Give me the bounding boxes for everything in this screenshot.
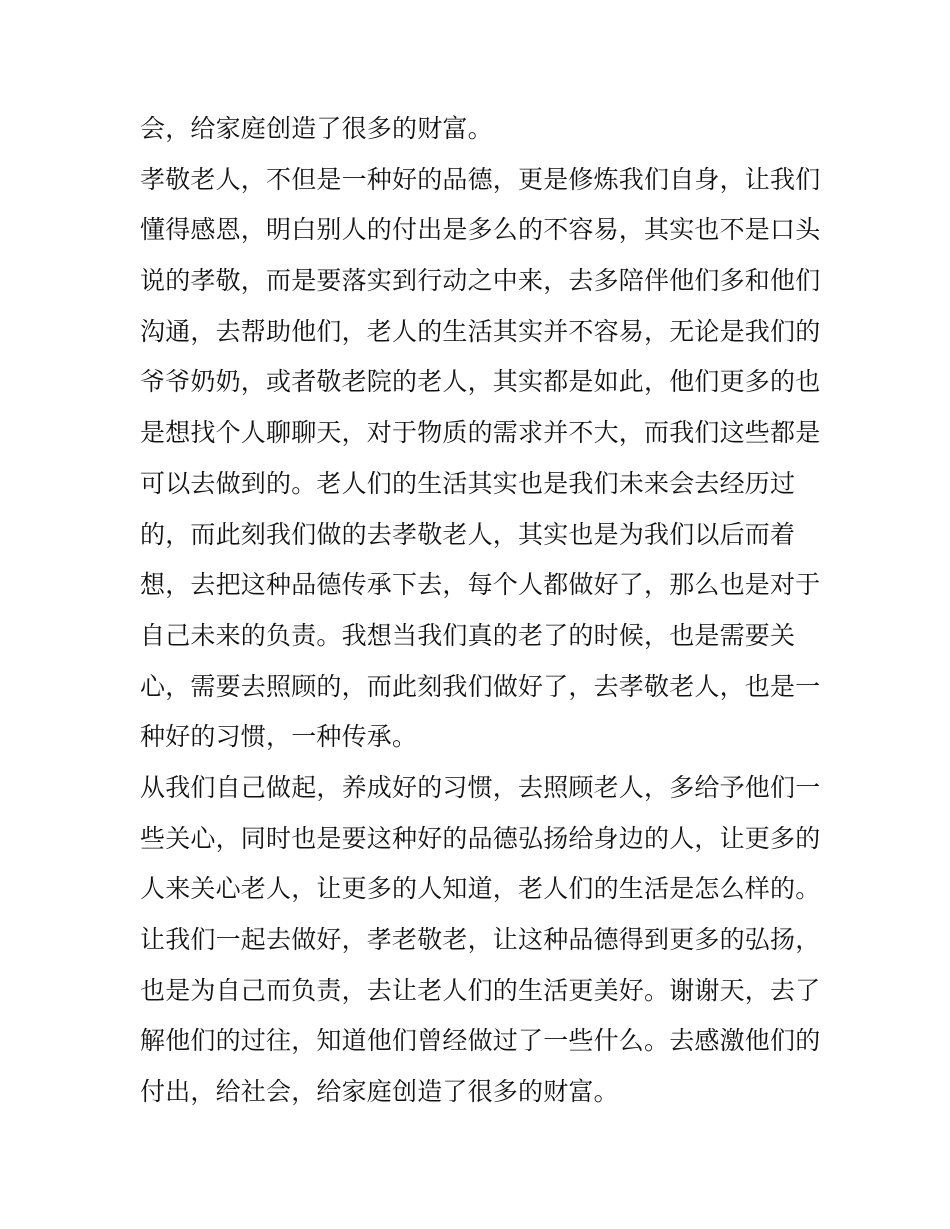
text-line: 说的孝敬，而是要落实到行动之中来，去多陪伴他们多和他们 bbox=[140, 266, 821, 296]
text-line: 孝敬老人，不但是一种好的品德，更是修炼我们自身，让我们 bbox=[140, 164, 821, 194]
text-line: 也是为自己而负责，去让老人们的生活更美好。谢谢天，去了 bbox=[140, 975, 821, 1005]
text-line: 付出，给社会，给家庭创造了很多的财富。 bbox=[140, 1077, 619, 1107]
body-text bbox=[140, 104, 820, 1118]
text-line: 自己未来的负责。我想当我们真的老了的时候，也是需要关 bbox=[140, 620, 796, 650]
text-line: 些关心，同时也是要这种好的品德弘扬给身边的人，让更多的 bbox=[140, 823, 821, 853]
text-line: 沟通，去帮助他们，老人的生活其实并不容易，无论是我们的 bbox=[140, 316, 821, 346]
text-line: 从我们自己做起，养成好的习惯，去照顾老人，多给予他们一 bbox=[140, 772, 821, 802]
text-line: 的，而此刻我们做的去孝敬老人，其实也是为我们以后而着 bbox=[140, 519, 796, 549]
text-line: 可以去做到的。老人们的生活其实也是我们未来会去经历过 bbox=[140, 468, 796, 498]
text-line: 会，给家庭创造了很多的财富。 bbox=[140, 114, 493, 143]
text-line: 懂得感恩，明白别人的付出是多么的不容易，其实也不是口头 bbox=[140, 215, 821, 245]
text-line: 人来关心老人，让更多的人知道，老人们的生活是怎么样的。 bbox=[140, 874, 821, 904]
text-line: 爷爷奶奶，或者敬老院的老人，其实都是如此，他们更多的也 bbox=[140, 367, 821, 397]
text-line: 解他们的过往，知道他们曾经做过了一些什么。去感激他们的 bbox=[140, 1026, 821, 1056]
text-line: 让我们一起去做好，孝老敬老，让这种品德得到更多的弘扬， bbox=[140, 925, 821, 954]
text-line: 心，需要去照顾的，而此刻我们做好了，去孝敬老人，也是一 bbox=[140, 671, 821, 701]
text-line: 是想找个人聊聊天，对于物质的需求并不大，而我们这些都是 bbox=[140, 418, 821, 448]
text-line: 种好的习惯，一种传承。 bbox=[140, 722, 418, 752]
text-line: 想，去把这种品德传承下去，每个人都做好了，那么也是对于 bbox=[140, 570, 821, 600]
